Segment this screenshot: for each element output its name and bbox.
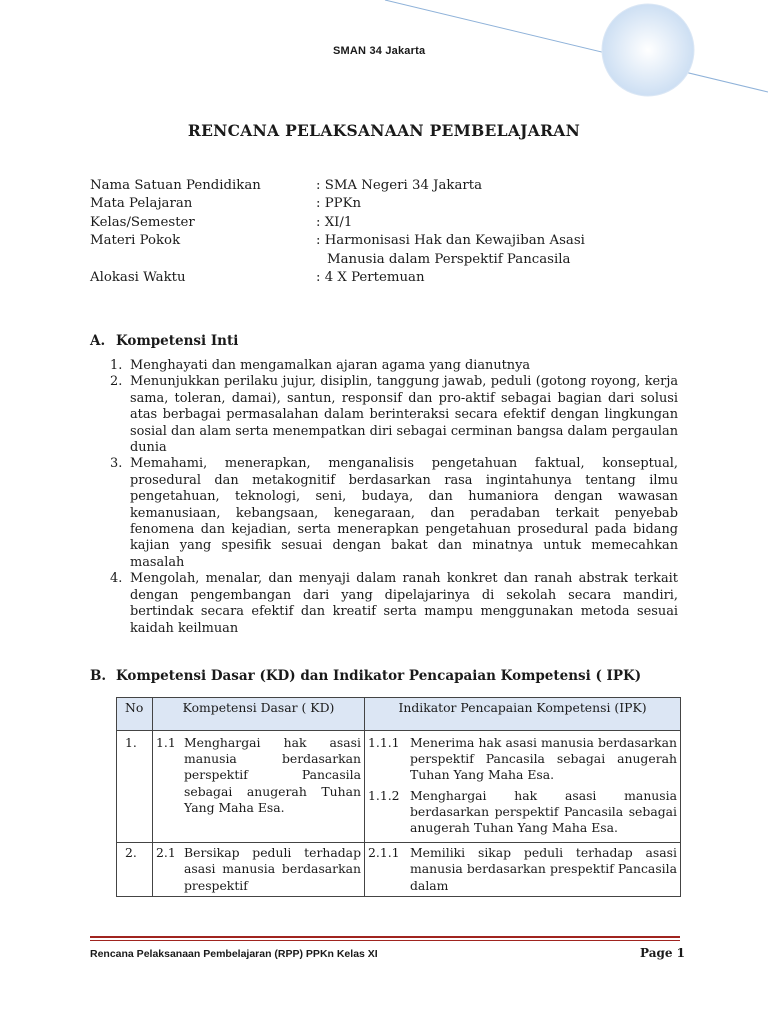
table-header-cell: No xyxy=(117,698,153,731)
info-row xyxy=(90,195,626,213)
table-header-row xyxy=(117,698,681,731)
ipk-number: 1.1.2 xyxy=(368,787,400,803)
table-cell-no: 1. xyxy=(117,731,153,843)
list-number: 4. xyxy=(110,571,123,587)
kd-text: Bersikap peduli terhadap asasi manusia berdasarkan prespektif xyxy=(184,845,361,893)
info-label: Mata Pelajaran xyxy=(90,196,193,212)
table-header-cell: Indikator Pencapaian Kompetensi (IPK) xyxy=(365,698,681,731)
list-item xyxy=(110,571,678,637)
list-number: 3. xyxy=(110,456,123,472)
ipk-number: 2.1.1 xyxy=(368,845,400,861)
list-text: Menghayati dan mengamalkan ajaran agama yang dianutnya xyxy=(130,358,531,373)
info-row xyxy=(90,232,626,269)
footer-document-name: Rencana Pelaksanaan Pembelajaran (RPP) PPKn Kelas XI xyxy=(90,948,378,960)
table-cell-ipk xyxy=(365,843,681,897)
section-letter: A. xyxy=(90,333,106,349)
ipk-text: Memiliki sikap peduli terhadap asasi manusia berdasarkan prespektif Pancasila dalam xyxy=(410,845,677,893)
section-a-heading xyxy=(90,333,238,349)
header-decoration xyxy=(0,0,768,120)
ipk-entry xyxy=(368,845,677,894)
table-cell-no: 2. xyxy=(117,843,153,897)
document-title: RENCANA PELAKSANAAN PEMBELAJARAN xyxy=(187,121,581,140)
section-title: Kompetensi Inti xyxy=(116,333,239,349)
kd-number: 1.1 xyxy=(156,735,176,750)
table-row xyxy=(117,731,681,843)
ipk-number: 1.1.1 xyxy=(368,735,400,750)
kd-number: 2.1 xyxy=(156,845,176,861)
table-cell-ipk xyxy=(365,731,681,843)
info-value-continuation: Manusia dalam Perspektif Pancasila xyxy=(327,251,571,267)
info-value: : XI/1 xyxy=(316,214,353,230)
list-number: 1. xyxy=(110,358,123,373)
list-text: Menunjukkan perilaku jujur, disiplin, tanggung jawab, peduli (gotong royong, kerja sama, toleran, damai), santun, responsif dan pro-aktif sebagai bagian dari solusi atas berbagai permasalahan dalam berinteraksi secara efektif dengan lingkungan sosial dan alam serta menempatkan diri sebagai cerminan bangsa dalam pergaulan dunia xyxy=(130,374,678,456)
ipk-entry xyxy=(368,735,677,784)
kompetensi-inti-list xyxy=(110,358,678,637)
section-b-heading xyxy=(90,668,641,684)
kd-text: Menghargai hak asasi manusia berdasarkan perspektif Pancasila sebagai anugerah Tuhan Yang Maha Esa. xyxy=(184,735,361,815)
table-cell-kd xyxy=(153,731,365,843)
ipk-entry xyxy=(368,788,677,837)
info-value xyxy=(316,232,626,269)
kd-entry xyxy=(156,735,361,816)
table-header-cell: Kompetensi Dasar ( KD) xyxy=(153,698,365,731)
kd-ipk-table xyxy=(116,697,681,897)
info-value: : PPKn xyxy=(316,196,362,212)
info-value: : 4 X Pertemuan xyxy=(316,270,425,286)
list-text: Memahami, menerapkan, menganalisis pengetahuan faktual, konseptual, prosedural dan metakognitif berdasarkan rasa ingintahunya tentang ilmu pengetahuan, teknologi, seni, budaya, dan humaniora dengan wawasan kemanusiaan, kebangsaan, kenegaraan, dan peradaban terkait penyebab fenomena dan kejadian, serta menerapkan pengetahuan prosedural pada bidang kajian yang spesifik sesuai dengan bakat dan minatnya untuk memecahkan masalah xyxy=(130,456,678,570)
list-item xyxy=(110,374,678,456)
info-label: Nama Satuan Pendidikan xyxy=(90,178,261,193)
list-item xyxy=(110,358,678,374)
table-row xyxy=(117,843,681,897)
list-number: 2. xyxy=(110,374,123,390)
section-title: Kompetensi Dasar (KD) dan Indikator Pencapaian Kompetensi ( IPK) xyxy=(116,668,642,684)
header-school-name: SMAN 34 Jakarta xyxy=(333,45,426,57)
footer-rule xyxy=(90,936,680,938)
list-item xyxy=(110,456,678,571)
info-label: Materi Pokok xyxy=(90,233,181,249)
info-value: : SMA Negeri 34 Jakarta xyxy=(316,178,482,193)
info-label: Kelas/Semester xyxy=(90,214,195,230)
info-row xyxy=(90,177,626,195)
info-row xyxy=(90,269,626,287)
info-value-line: : Harmonisasi Hak dan Kewajiban Asasi xyxy=(316,233,585,249)
kd-entry xyxy=(156,845,361,894)
section-letter: B. xyxy=(90,668,107,684)
info-block xyxy=(90,177,626,287)
info-label: Alokasi Waktu xyxy=(90,270,186,286)
ipk-text: Menerima hak asasi manusia berdasarkan perspektif Pancasila sebagai anugerah Tuhan Yang Maha Esa. xyxy=(410,735,677,783)
info-row xyxy=(90,214,626,232)
list-text: Mengolah, menalar, dan menyaji dalam ranah konkret dan ranah abstrak terkait dengan pengembangan dari yang dipelajarinya di sekolah secara mandiri, bertindak secara efektif dan kreatif serta mampu menggunakan metoda sesuai kaidah keilmuan xyxy=(130,571,678,636)
footer-rule-thin xyxy=(90,940,680,941)
table-cell-kd xyxy=(153,843,365,897)
footer-page-number: Page 1 xyxy=(640,946,686,960)
ipk-text: Menghargai hak asasi manusia berdasarkan perspektif Pancasila sebagai anugerah Tuhan Yang Maha Esa. xyxy=(410,787,677,836)
